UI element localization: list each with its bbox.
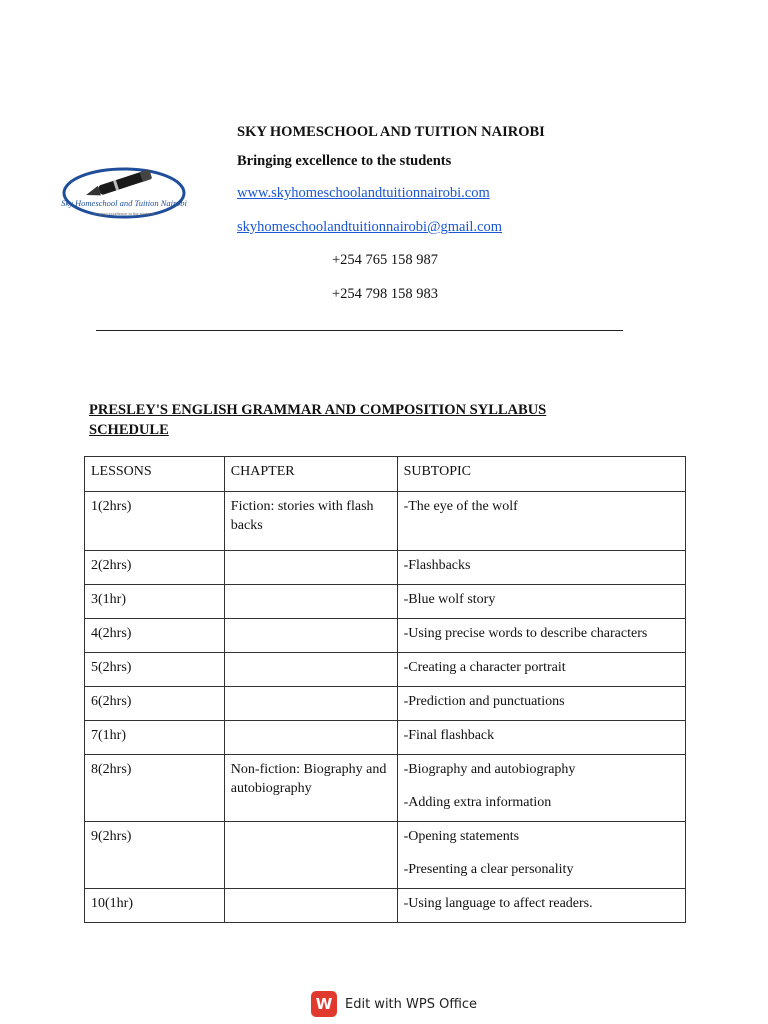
table-row <box>85 889 686 923</box>
table-row <box>85 551 686 585</box>
subtopic-cell <box>397 721 685 755</box>
chapter-cell <box>224 585 397 619</box>
chapter-cell <box>224 889 397 923</box>
subtopic-cell <box>397 492 685 551</box>
logo-text: Sky Homeschool and Tuition Nairobi <box>61 198 187 208</box>
subtopic-item: -Using language to affect readers. <box>403 896 593 911</box>
school-logo <box>60 160 190 230</box>
table-row <box>85 619 686 653</box>
phone-number-2: +254 798 158 983 <box>332 286 439 302</box>
lesson-cell: 5(2hrs) <box>85 653 225 687</box>
subtopic-item: -Opening statements <box>403 829 520 844</box>
lesson-cell: 6(2hrs) <box>85 687 225 721</box>
subtopic-cell <box>397 822 685 889</box>
email-link[interactable]: skyhomeschoolandtuitionnairobi@gmail.com <box>237 219 503 235</box>
wps-edit-label: Edit with WPS Office <box>345 996 478 1012</box>
subtopic-item: -Blue wolf story <box>403 592 496 607</box>
chapter-cell: Non-fiction: Biography and autobiography <box>224 755 397 822</box>
subtopic-cell <box>397 687 685 721</box>
header-divider <box>96 330 623 331</box>
subtopic-cell <box>397 653 685 687</box>
subtopic-cell <box>397 889 685 923</box>
subtopic-item: -Adding extra information <box>403 795 552 810</box>
table-row <box>85 585 686 619</box>
chapter-cell <box>224 822 397 889</box>
school-name: SKY HOMESCHOOL AND TUITION NAIROBI <box>237 124 545 140</box>
table-header-row <box>85 457 686 492</box>
lesson-cell: 8(2hrs) <box>85 755 225 822</box>
fountain-pen-logo-icon <box>60 160 190 230</box>
header-subtopic: SUBTOPIC <box>397 457 685 492</box>
website-link[interactable]: www.skyhomeschoolandtuitionnairobi.com <box>237 185 490 201</box>
lesson-cell: 2(2hrs) <box>85 551 225 585</box>
wps-edit-banner[interactable] <box>311 990 477 1018</box>
phone-number-1: +254 765 158 987 <box>332 252 439 268</box>
school-tagline: Bringing excellence to the students <box>237 153 452 169</box>
lesson-cell: 7(1hr) <box>85 721 225 755</box>
subtopic-item: -Final flashback <box>403 728 495 743</box>
subtopic-item: -Creating a character portrait <box>403 660 566 675</box>
chapter-cell: Fiction: stories with flash backs <box>224 492 397 551</box>
lesson-cell: 1(2hrs) <box>85 492 225 551</box>
chapter-cell <box>224 653 397 687</box>
lesson-cell: 3(1hr) <box>85 585 225 619</box>
subtopic-item: -Flashbacks <box>403 558 471 573</box>
table-row <box>85 755 686 822</box>
document-title: PRESLEY'S ENGLISH GRAMMAR AND COMPOSITION SYLLABUS SCHEDULE <box>89 402 547 438</box>
header-chapter: CHAPTER <box>224 457 397 492</box>
logo-subtext: bringing excellence to the students <box>93 211 155 216</box>
lesson-cell: 4(2hrs) <box>85 619 225 653</box>
chapter-cell <box>224 619 397 653</box>
table-row <box>85 653 686 687</box>
subtopic-cell <box>397 755 685 822</box>
table-row <box>85 492 686 551</box>
header-lessons: LESSONS <box>85 457 225 492</box>
chapter-cell <box>224 721 397 755</box>
subtopic-cell <box>397 619 685 653</box>
lesson-cell: 9(2hrs) <box>85 822 225 889</box>
table-row <box>85 687 686 721</box>
subtopic-item: -The eye of the wolf <box>403 499 518 514</box>
table-row <box>85 822 686 889</box>
chapter-cell <box>224 687 397 721</box>
wps-logo-icon: W <box>311 991 337 1017</box>
subtopic-item: -Presenting a clear personality <box>403 862 574 877</box>
subtopic-cell <box>397 585 685 619</box>
subtopic-item: -Prediction and punctuations <box>403 694 565 709</box>
lesson-cell: 10(1hr) <box>85 889 225 923</box>
subtopic-item: -Biography and autobiography <box>403 762 576 777</box>
subtopic-cell <box>397 551 685 585</box>
chapter-cell <box>224 551 397 585</box>
table-row <box>85 721 686 755</box>
subtopic-item: -Using precise words to describe characters <box>403 626 648 641</box>
syllabus-table <box>84 456 686 923</box>
